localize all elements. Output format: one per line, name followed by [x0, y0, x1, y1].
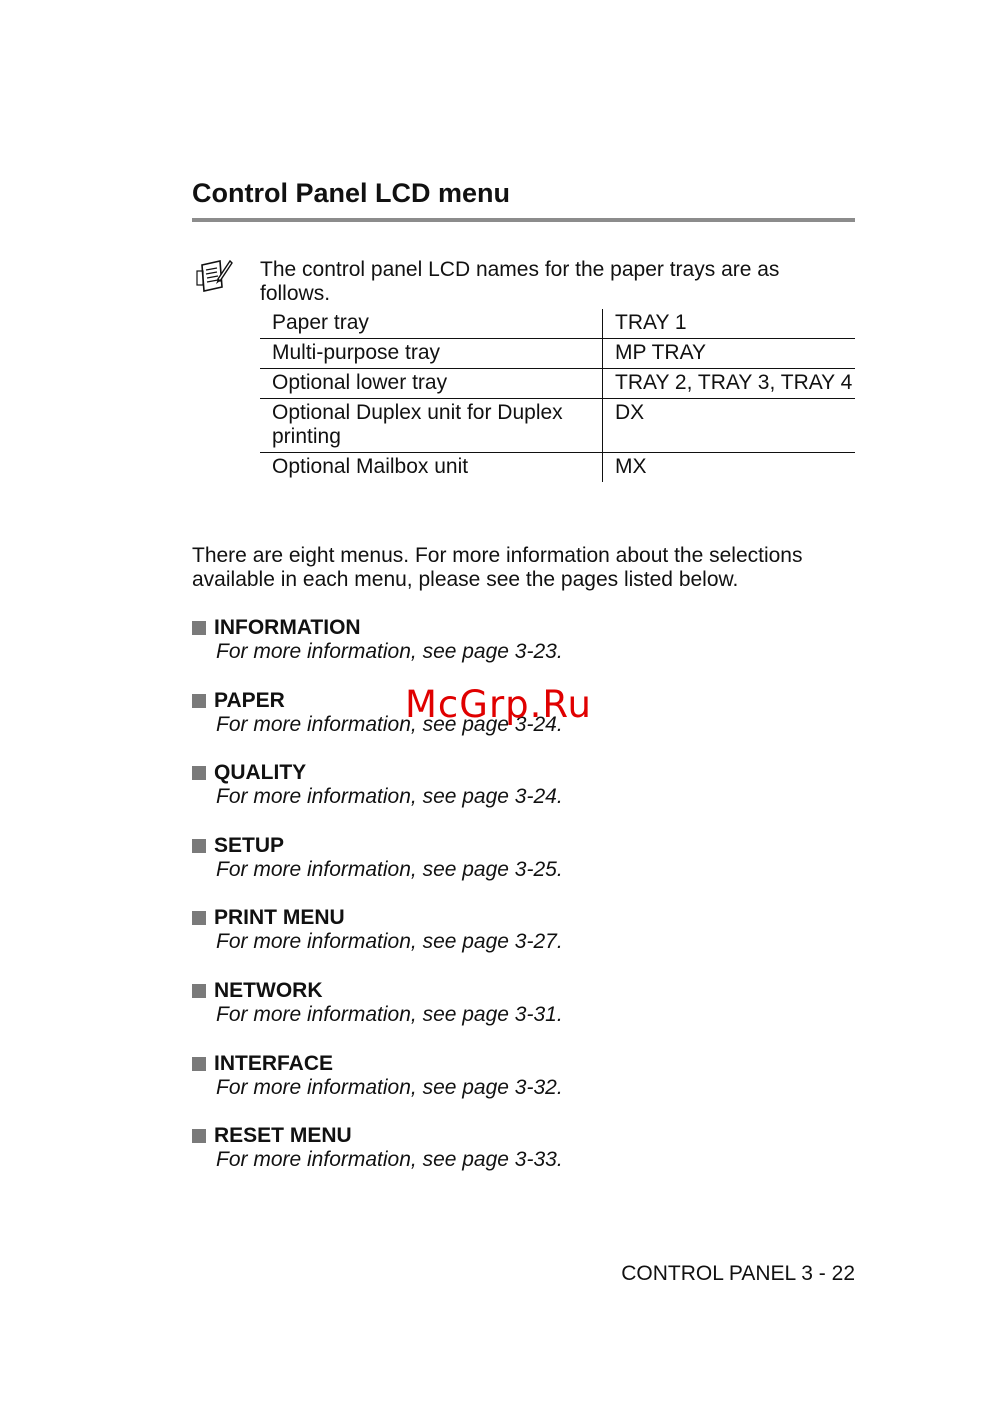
tray-lcd-cell: TRAY 2, TRAY 3, TRAY 4 — [603, 369, 856, 399]
tray-name-cell: Paper tray — [260, 309, 603, 339]
menu-label: SETUP — [214, 833, 285, 857]
menu-page-reference: For more information, see page 3-24. — [216, 712, 563, 736]
menu-page-reference: For more information, see page 3-24. — [216, 785, 563, 809]
menu-label: PAPER — [214, 688, 285, 712]
note-text: The control panel LCD names for the paper trays are as follows. — [260, 258, 780, 305]
page-title: Control Panel LCD menu — [192, 178, 511, 208]
menu-heading — [192, 1124, 852, 1148]
intro-paragraph: There are eight menus. For more information about the selections available in each menu, please see the pages listed below. — [192, 544, 803, 591]
tray-name-cell: Optional Mailbox unit — [260, 453, 603, 483]
square-bullet-icon — [192, 911, 206, 925]
tray-lcd-cell: MX — [615, 455, 647, 478]
menu-item — [192, 906, 852, 979]
tray-lcd-cell: TRAY 1 — [603, 309, 856, 339]
square-bullet-icon — [192, 1057, 206, 1071]
menu-page-reference: For more information, see page 3-33. — [216, 1148, 563, 1172]
menu-item — [192, 761, 852, 834]
square-bullet-icon — [192, 766, 206, 780]
menu-label: NETWORK — [214, 978, 323, 1002]
menu-item — [192, 616, 852, 689]
tray-lcd-cell: MP TRAY — [603, 339, 856, 369]
menu-page-reference: For more information, see page 3-25. — [216, 857, 563, 881]
menu-item — [192, 1052, 852, 1125]
menu-page-reference: For more information, see page 3-31. — [216, 1002, 563, 1026]
tray-name-cell: Multi-purpose tray — [260, 339, 603, 369]
menu-page-reference: For more information, see page 3-27. — [216, 930, 563, 954]
menu-heading — [192, 761, 852, 785]
square-bullet-icon — [192, 984, 206, 998]
square-bullet-icon — [192, 694, 206, 708]
watermark: McGrp.Ru — [405, 683, 592, 726]
menu-item — [192, 834, 852, 907]
square-bullet-icon — [192, 839, 206, 853]
page-footer: CONTROL PANEL 3 - 22 — [621, 1262, 855, 1285]
menu-page-reference: For more information, see page 3-23. — [216, 640, 563, 663]
tray-row — [260, 399, 855, 453]
menu-item — [192, 1124, 852, 1197]
menu-heading — [192, 1052, 852, 1076]
menu-heading — [192, 834, 852, 858]
tray-row — [260, 453, 855, 483]
tray-name-cell: Optional Duplex unit for Duplex printing — [260, 399, 603, 453]
menu-label: INFORMATION — [214, 616, 361, 639]
square-bullet-icon — [192, 621, 206, 635]
tray-name-table — [260, 309, 855, 482]
menu-label: INTERFACE — [214, 1051, 334, 1075]
menu-item — [192, 979, 852, 1052]
menu-heading — [192, 616, 852, 640]
tray-row — [260, 369, 855, 399]
title-rule — [192, 218, 855, 222]
menu-label: QUALITY — [214, 761, 307, 785]
square-bullet-icon — [192, 1129, 206, 1143]
tray-row — [260, 309, 855, 339]
tray-name-cell: Optional lower tray — [260, 369, 603, 399]
menu-label: RESET MENU — [214, 1124, 352, 1148]
tray-row — [260, 339, 855, 369]
tray-lcd-cell: DX — [603, 399, 856, 453]
menu-page-reference: For more information, see page 3-32. — [216, 1075, 563, 1099]
menu-heading — [192, 906, 852, 930]
menu-heading — [192, 979, 852, 1003]
note-pencil-icon — [196, 257, 234, 295]
menu-label: PRINT MENU — [214, 906, 345, 930]
